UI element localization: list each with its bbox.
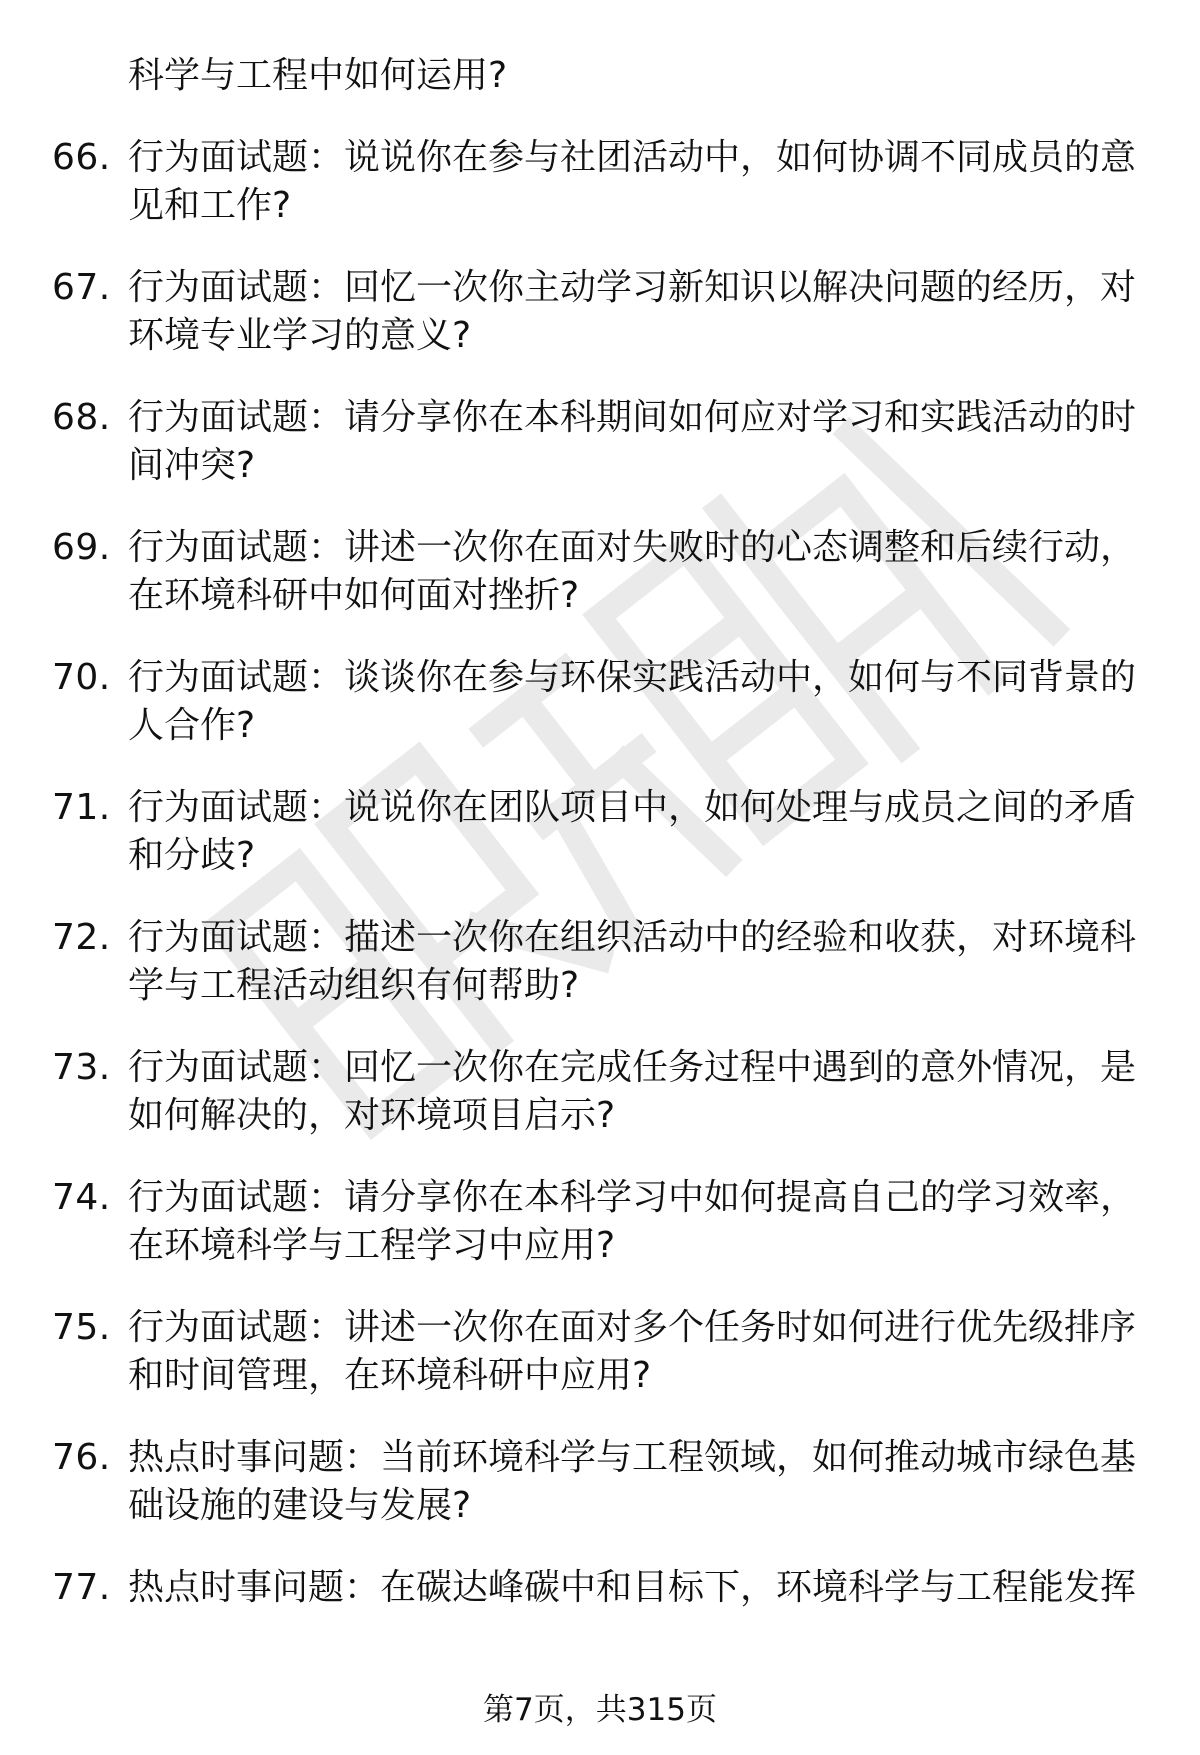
list-item [52, 394, 1142, 490]
item-line: 在环境科学与工程学习中应用? [128, 1225, 616, 1266]
item-number: 68. [52, 397, 111, 438]
item-text [128, 1304, 1142, 1400]
item-text [128, 1434, 1142, 1530]
list-item [52, 1434, 1142, 1530]
item-line: 行为面试题：讲述一次你在面对多个任务时如何进行优先级排序 [128, 1307, 1137, 1348]
list-item [52, 524, 1142, 620]
item-line: 间冲突? [128, 445, 256, 486]
item-text [128, 524, 1142, 620]
item-line: 础设施的建设与发展? [128, 1485, 472, 1526]
item-text [128, 1044, 1142, 1140]
list-item [52, 654, 1142, 750]
list-item [52, 1174, 1142, 1270]
item-line: 环境专业学习的意义? [128, 315, 472, 356]
item-number: 70. [52, 657, 111, 698]
question-list [52, 52, 1142, 1646]
item-number: 77. [52, 1567, 111, 1608]
item-line: 在环境科研中如何面对挫折? [128, 575, 580, 616]
item-number: 71. [52, 787, 111, 828]
item-text [128, 654, 1142, 750]
list-item [52, 914, 1142, 1010]
item-number: 74. [52, 1177, 111, 1218]
item-number: 73. [52, 1047, 111, 1088]
item-text [128, 134, 1142, 230]
item-text [128, 1174, 1142, 1270]
item-number: 69. [52, 527, 111, 568]
item-text [128, 784, 1142, 880]
item-number: 75. [52, 1307, 111, 1348]
item-text [128, 1564, 1142, 1612]
item-line: 行为面试题：谈谈你在参与环保实践活动中，如何与不同背景的 [128, 657, 1137, 698]
list-item [52, 1044, 1142, 1140]
item-line: 人合作? [128, 705, 256, 746]
item-line: 行为面试题：说说你在团队项目中，如何处理与成员之间的矛盾 [128, 787, 1137, 828]
list-item [52, 134, 1142, 230]
continuation-line: 科学与工程中如何运用? [128, 55, 508, 96]
page-footer: 第7页，共315页 [483, 1692, 717, 1728]
item-line: 学与工程活动组织有何帮助? [128, 965, 580, 1006]
item-line: 行为面试题：请分享你在本科学习中如何提高自己的学习效率， [128, 1177, 1137, 1218]
item-line: 行为面试题：回忆一次你在完成任务过程中遇到的意外情况，是 [128, 1047, 1137, 1088]
item-line: 热点时事问题：当前环境科学与工程领域，如何推动城市绿色基 [128, 1437, 1137, 1478]
item-line: 行为面试题：描述一次你在组织活动中的经验和收获，对环境科 [128, 917, 1137, 958]
item-line: 行为面试题：请分享你在本科期间如何应对学习和实践活动的时 [128, 397, 1137, 438]
item-line: 见和工作? [128, 185, 292, 226]
item-line: 行为面试题：讲述一次你在面对失败时的心态调整和后续行动， [128, 527, 1137, 568]
item-text [128, 394, 1142, 490]
list-item [52, 1304, 1142, 1400]
item-line: 热点时事问题：在碳达峰碳中和目标下，环境科学与工程能发挥 [128, 1567, 1137, 1608]
item-line: 行为面试题：说说你在参与社团活动中，如何协调不同成员的意 [128, 137, 1137, 178]
list-item [52, 264, 1142, 360]
item-number: 66. [52, 137, 111, 178]
item-text [128, 914, 1142, 1010]
item-line: 和时间管理，在环境科研中应用? [128, 1355, 652, 1396]
item-line: 如何解决的，对环境项目启示? [128, 1095, 616, 1136]
item-line: 和分歧? [128, 835, 256, 876]
list-item [52, 784, 1142, 880]
item-number: 76. [52, 1437, 111, 1478]
item-text [128, 264, 1142, 360]
list-item [52, 1564, 1142, 1612]
item-number: 72. [52, 917, 111, 958]
item-number: 67. [52, 267, 111, 308]
item-line: 行为面试题：回忆一次你主动学习新知识以解决问题的经历，对 [128, 267, 1137, 308]
